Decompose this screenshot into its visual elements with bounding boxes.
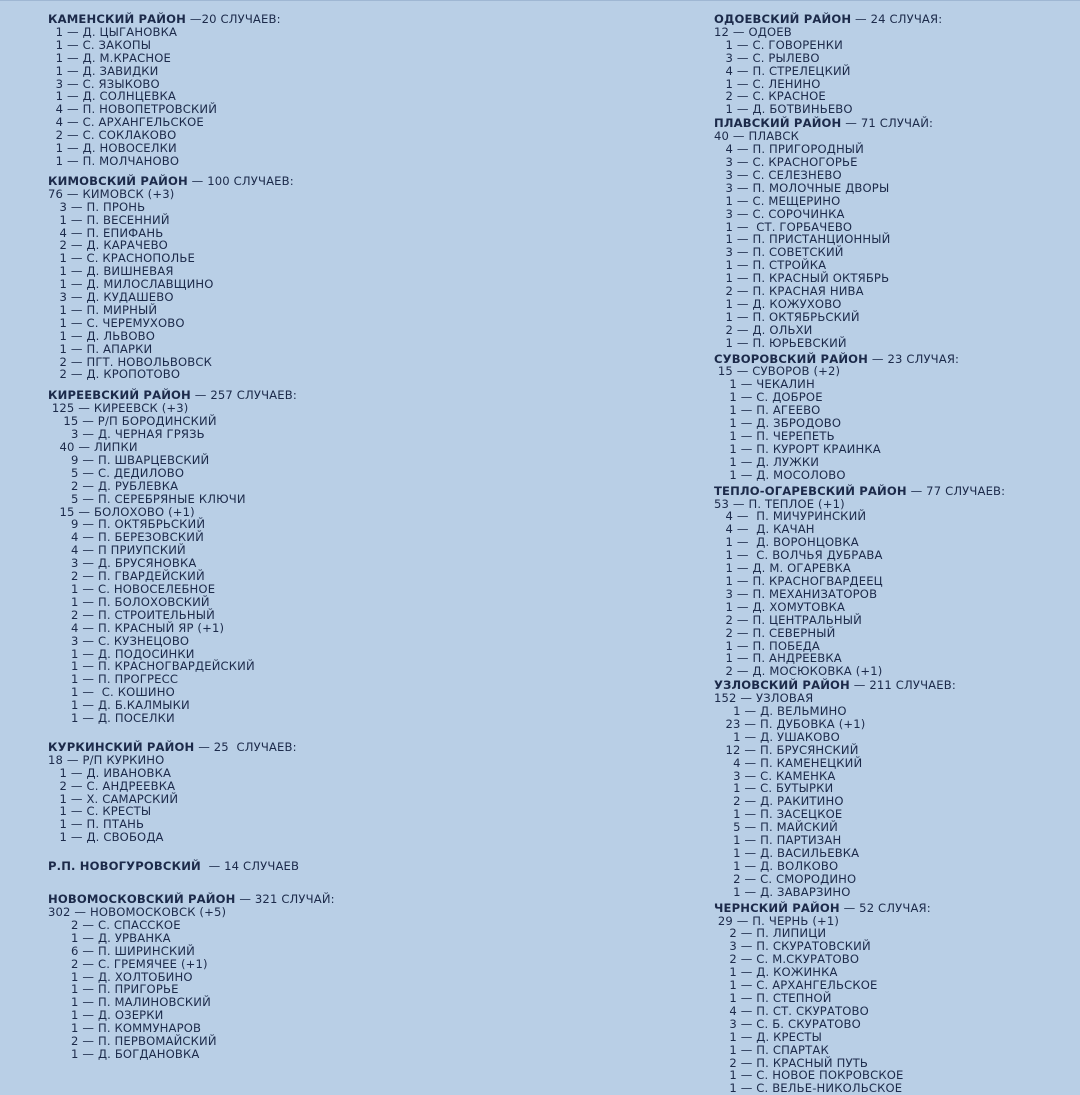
locality-row: 1 — Д. УРВАНКА	[48, 930, 171, 945]
locality-row: 1 — С. КРЕСТЫ	[48, 804, 152, 819]
district-title	[48, 741, 568, 754]
locality-row: 1 — П. ОКТЯБРЬСКИЙ	[714, 309, 860, 324]
district-name: ТЕПЛО-ОГАРЕВСКИЙ РАЙОН	[714, 483, 907, 498]
district-block	[48, 389, 568, 725]
locality-row: 1 — П. КУРОРТ КРАИНКА	[714, 441, 881, 456]
district-block	[48, 741, 568, 844]
locality-row: 2 — ПГТ. НОВОЛЬВОВСК	[48, 354, 213, 369]
district-name: ОДОЕВСКИЙ РАЙОН	[714, 12, 852, 26]
locality-row: 1 — П. ПРИСТАНЦИОННЫЙ	[714, 232, 891, 247]
locality-row: 4 — П. СТ. СКУРАТОВО	[714, 1003, 869, 1018]
locality-row: 1 — П. МИРНЫЙ	[48, 302, 158, 317]
locality-row: 1 — С. ЛЕНИНО	[714, 76, 821, 91]
locality-row: 2 — П. СТРОИТЕЛЬНЫЙ	[48, 607, 215, 622]
locality-row: 4 — П. ПРИГОРОДНЫЙ	[714, 142, 865, 157]
locality-row: 76 — КИМОВСК (+3)	[48, 186, 175, 201]
district-name: НОВОМОСКОВСКИЙ РАЙОН	[48, 892, 236, 907]
district-name: КАМЕНСКИЙ РАЙОН	[48, 12, 187, 26]
district-name: КУРКИНСКИЙ РАЙОН	[48, 739, 195, 754]
locality-row: 1 — Д. ИВАНОВКА	[48, 765, 172, 780]
locality-row: 3 — П. МОЛОЧНЫЕ ДВОРЫ	[714, 180, 890, 195]
locality-row: 3 — П. СОВЕТСКИЙ	[714, 245, 844, 260]
locality-row: 2 — Д. ОЛЬХИ	[714, 322, 813, 337]
locality-row: 2 — П. ПЕРВОМАЙСКИЙ	[48, 1034, 217, 1049]
district-block	[714, 13, 1074, 116]
locality-row: 1 — Д. М. ОГАРЕВКА	[714, 561, 851, 576]
locality-row: 4 — П. КАМЕНЕЦКИЙ	[714, 755, 863, 770]
locality-row: 40 — ПЛАВСК	[714, 129, 800, 144]
district-name: ПЛАВСКИЙ РАЙОН	[714, 116, 842, 131]
locality-row: 5 — С. ДЕДИЛОВО	[48, 465, 185, 480]
locality-row: 3 — С. КАМЕНКА	[714, 768, 836, 783]
locality-row: 1 — П. СТРОЙКА	[714, 258, 827, 273]
locality-row: 1 — Д. КРЕСТЫ	[714, 1029, 823, 1044]
locality-row: 4 — П. КРАСНЫЙ ЯР (+1)	[48, 620, 225, 635]
locality-row: 2 — С. АНДРЕЕВКА	[48, 778, 176, 793]
district-block	[48, 175, 568, 382]
locality-row: 29 — П. ЧЕРНЬ (+1)	[714, 913, 840, 928]
locality-row: 2 — П. ГВАРДЕЙСКИЙ	[48, 569, 205, 584]
locality-row: 4 — П. БЕРЕЗОВСКИЙ	[48, 530, 204, 545]
district-block	[48, 893, 568, 1061]
locality-row: 3 — С. ЯЗЫКОВО	[48, 76, 160, 91]
locality-row: 1 — С. ВОЛЧЬЯ ДУБРАВА	[714, 548, 883, 563]
locality-row: 1 — Д. ХОЛТОБИНО	[48, 969, 193, 984]
locality-row: 9 — П. ОКТЯБРЬСКИЙ	[48, 517, 206, 532]
locality-row: 1 — Д. ПОДОСИНКИ	[48, 646, 195, 661]
locality-row: 3 — Д. БРУСЯНОВКА	[48, 556, 197, 571]
locality-row: 1 — Д. ВЕЛЬМИНО	[714, 704, 847, 719]
locality-row: 4 — П. СТРЕЛЕЦКИЙ	[714, 63, 851, 78]
district-block	[48, 860, 568, 873]
district-name: КИМОВСКИЙ РАЙОН	[48, 173, 188, 188]
locality-row: 1 — П. ЧЕРЕПЕТЬ	[714, 429, 835, 443]
district-case-count: — 257 СЛУЧАЕВ:	[190, 388, 297, 403]
locality-row: 6 — П. ШИРИНСКИЙ	[48, 943, 195, 958]
district-case-count: — 25 СЛУЧАЕВ:	[194, 739, 297, 754]
locality-row: 1 — Д. ЗАВИДКИ	[48, 63, 159, 78]
locality-row: 53 — П. ТЕПЛОЕ (+1)	[714, 496, 845, 511]
district-title	[48, 175, 568, 188]
locality-row: 12 — ОДОЕВ	[714, 24, 792, 39]
district-case-count: — 24 СЛУЧАЯ:	[851, 12, 943, 26]
locality-row: 4 — П. ЕПИФАНЬ	[48, 225, 164, 240]
locality-row: 1 — Д. КОЖУХОВО	[714, 296, 842, 311]
locality-row: 1 — П. ПОБЕДА	[714, 638, 820, 653]
locality-row: 1 — П. МОЛЧАНОВО	[48, 153, 180, 168]
locality-row: 1 — Д. ОЗЕРКИ	[48, 1008, 164, 1023]
locality-row: 1 — Д. ВАСИЛЬЕВКА	[714, 846, 860, 860]
locality-row: 15 — СУВОРОВ (+2)	[714, 364, 841, 379]
locality-row: 2 — Д. РУБЛЕВКА	[48, 478, 179, 493]
locality-row: 1 — П. ПРОГРЕСС	[48, 672, 179, 687]
locality-row: 1 — Д. НОВОСЕЛКИ	[48, 141, 177, 156]
locality-row: 1 — С. ВЕЛЬЕ-НИКОЛЬСКОЕ	[714, 1081, 903, 1095]
district-case-count: — 71 СЛУЧАЙ:	[841, 116, 934, 131]
locality-row: 2 — П. ЦЕНТРАЛЬНЫЙ	[714, 612, 862, 627]
locality-row: 2 — С. СМОРОДИНО	[714, 871, 857, 886]
locality-row: 1 — Д. ПОСЕЛКИ	[48, 711, 175, 726]
district-block	[714, 679, 1074, 898]
locality-row: 1 — С. ЗАКОПЫ	[48, 37, 152, 52]
locality-row: 1 — Д. ВОЛКОВО	[714, 858, 839, 873]
locality-row: 3 — С. Б. СКУРАТОВО	[714, 1016, 861, 1031]
locality-row: 1 — Д. ЗАВАРЗИНО	[714, 884, 851, 899]
locality-row: 1 — С. МЕЩЕРИНО	[714, 193, 841, 208]
locality-row: 3 — П. ПРОНЬ	[48, 199, 146, 214]
locality-row: 1 — Д. СОЛНЦЕВКА	[48, 89, 176, 104]
locality-row: 2 — Д. КАРАЧЕВО	[48, 238, 168, 253]
locality-row: 1 — Д. ЦЫГАНОВКА	[48, 24, 178, 39]
locality-row: 3 — С. СОРОЧИНКА	[714, 206, 845, 221]
locality-row: 2 — Д. РАКИТИНО	[714, 794, 844, 809]
district-name: УЗЛОВСКИЙ РАЙОН	[714, 678, 850, 693]
locality-row: 2 — П. КРАСНЫЙ ПУТЬ	[714, 1055, 868, 1070]
locality-row: 1 — ЧЕКАЛИН	[714, 377, 815, 392]
locality-row: 1 — П. ВЕСЕННИЙ	[48, 212, 170, 227]
locality-row: 4 — Д. КАЧАН	[714, 522, 815, 537]
locality-row: 3 — П. СКУРАТОВСКИЙ	[714, 939, 871, 954]
district-case-count: — 100 СЛУЧАЕВ:	[187, 173, 294, 188]
locality-row: 152 — УЗЛОВАЯ	[714, 691, 814, 706]
locality-row: 1 — П. ПАРТИЗАН	[714, 833, 842, 848]
locality-row: 1 — Д. ВОРОНЦОВКА	[714, 535, 859, 550]
locality-row: 9 — П. ШВАРЦЕВСКИЙ	[48, 452, 210, 467]
locality-row: 2 — С. КРАСНОЕ	[714, 89, 826, 104]
locality-row: 1 — П. КОММУНАРОВ	[48, 1021, 202, 1036]
locality-row: 1 — С. ДОБРОЕ	[714, 390, 823, 405]
locality-row: 3 — С. СЕЛЕЗНЕВО	[714, 167, 842, 182]
locality-row: 1 — Д. М.КРАСНОЕ	[48, 50, 171, 65]
district-name: СУВОРОВСКИЙ РАЙОН	[714, 351, 869, 366]
district-title	[714, 902, 1074, 915]
locality-row: 3 — Д. ЧЕРНАЯ ГРЯЗЬ	[48, 427, 205, 442]
locality-row: 2 — П. СЕВЕРНЫЙ	[714, 625, 836, 640]
locality-row: 12 — П. БРУСЯНСКИЙ	[714, 742, 859, 757]
locality-row: 1 — С. КОШИНО	[48, 685, 175, 700]
locality-row: 15 — Р/П БОРОДИНСКИЙ	[48, 414, 217, 429]
locality-row: 2 — П. КРАСНАЯ НИВА	[714, 284, 864, 299]
locality-row: 2 — С. ГРЕМЯЧЕЕ (+1)	[48, 956, 208, 971]
locality-row: 1 — Д. МИЛОСЛАВЩИНО	[48, 277, 214, 292]
locality-row: 1 — П. КРАСНОГВАРДЕЙСКИЙ	[48, 659, 255, 674]
locality-row: 1 — П. ПРИГОРЬЕ	[48, 982, 179, 997]
locality-row: 2 — С. СОКЛАКОВО	[48, 128, 177, 143]
locality-row: 5 — П. СЕРЕБРЯНЫЕ КЛЮЧИ	[48, 491, 246, 506]
locality-row: 1 — П. АНДРЕЕВКА	[714, 651, 842, 666]
locality-row: 15 — БОЛОХОВО (+1)	[48, 504, 195, 519]
locality-row: 302 — НОВОМОСКОВСК (+5)	[48, 905, 227, 919]
district-name: КИРЕЕВСКИЙ РАЙОН	[48, 388, 191, 403]
locality-row: 1 — Д. ЛУЖКИ	[714, 454, 820, 469]
locality-row: 4 — П ПРИУПСКИЙ	[48, 543, 186, 558]
locality-row: 1 — С. АРХАНГЕЛЬСКОЕ	[714, 978, 878, 993]
district-block	[714, 902, 1074, 1095]
locality-row: 1 — С. НОВОЕ ПОКРОВСКОЕ	[714, 1068, 904, 1083]
locality-row: 3 — Д. КУДАШЕВО	[48, 290, 174, 305]
locality-row: 1 — Д. ЗБРОДОВО	[714, 416, 842, 431]
locality-row: 1 — С. НОВОСЕЛЕБНОЕ	[48, 581, 216, 596]
locality-row: 18 — Р/П КУРКИНО	[48, 752, 165, 767]
locality-row: 1 — Д. КОЖИНКА	[714, 965, 838, 980]
locality-row: 4 — П. НОВОПЕТРОВСКИЙ	[48, 102, 218, 117]
locality-row: 2 — П. ЛИПИЦИ	[714, 926, 827, 941]
district-block	[714, 117, 1074, 349]
locality-row: 2 — Д. МОСЮКОВКА (+1)	[714, 664, 883, 679]
locality-row: 3 — С. КРАСНОГОРЬЕ	[714, 154, 858, 169]
locality-row: 1 — Д. УШАКОВО	[714, 729, 840, 744]
locality-row: 1 — П. ПТАНЬ	[48, 817, 145, 832]
district-block	[714, 485, 1074, 679]
locality-row: 125 — КИРЕЕВСК (+3)	[48, 401, 189, 416]
district-title	[48, 860, 568, 873]
locality-row: 1 — П. СПАРТАК	[714, 1042, 829, 1057]
district-title	[714, 13, 1074, 26]
locality-row: 1 — П. МАЛИНОВСКИЙ	[48, 995, 211, 1010]
locality-row: 3 — С. РЫЛЕВО	[714, 50, 820, 65]
locality-row: 1 — П. ЮРЬЕВСКИЙ	[714, 335, 847, 350]
district-name: Р.П. НОВОГУРОВСКИЙ	[48, 859, 201, 874]
district-case-count: — 52 СЛУЧАЯ:	[839, 900, 931, 915]
district-case-count: — 321 СЛУЧАЙ:	[235, 892, 335, 907]
locality-row: 1 — С. КРАСНОПОЛЬЕ	[48, 251, 195, 266]
district-case-count: — 23 СЛУЧАЯ:	[868, 351, 960, 366]
locality-row: 40 — ЛИПКИ	[48, 440, 138, 454]
locality-row: 1 — П. КРАСНЫЙ ОКТЯБРЬ	[714, 271, 890, 286]
locality-row: 1 — Д. ХОМУТОВКА	[714, 599, 846, 614]
locality-row: 1 — П. СТЕПНОЙ	[714, 990, 832, 1005]
locality-row: 1 — Д. Б.КАЛМЫКИ	[48, 698, 190, 713]
district-title	[48, 13, 568, 26]
locality-row: 1 — С. БУТЫРКИ	[714, 781, 834, 796]
district-name: ЧЕРНСКИЙ РАЙОН	[714, 900, 840, 915]
locality-row: 2 — С. М.СКУРАТОВО	[714, 952, 860, 967]
district-block	[48, 13, 568, 168]
locality-row: 1 — С. ЧЕРЕМУХОВО	[48, 315, 185, 330]
locality-row: 1 — П. АГЕЕВО	[714, 403, 821, 418]
locality-row: 23 — П. ДУБОВКА (+1)	[714, 716, 866, 731]
locality-row: 3 — П. МЕХАНИЗАТОРОВ	[714, 586, 878, 601]
district-title	[714, 485, 1074, 498]
district-case-count: — 14 СЛУЧАЕВ	[200, 859, 300, 874]
locality-row: 1 — Д. ВИШНЕВАЯ	[48, 264, 174, 279]
locality-row: 4 — С. АРХАНГЕЛЬСКОЕ	[48, 115, 204, 130]
locality-row: 5 — П. МАЙСКИЙ	[714, 820, 838, 835]
locality-row: 1 — П. БОЛОХОВСКИЙ	[48, 594, 210, 609]
district-case-count: —20 СЛУЧАЕВ:	[186, 12, 281, 26]
locality-row: 1 — Д. ЛЬВОВО	[48, 328, 156, 343]
locality-row: 2 — Д. КРОПОТОВО	[48, 367, 181, 382]
locality-row: 1 — Д. МОСОЛОВО	[714, 467, 846, 482]
district-case-count: — 211 СЛУЧАЕВ:	[849, 678, 956, 693]
locality-row: 1 — П. КРАСНОГВАРДЕЕЦ	[714, 573, 883, 588]
locality-row: 3 — С. КУЗНЕЦОВО	[48, 633, 190, 648]
left-column	[48, 13, 568, 1061]
right-column	[714, 13, 1074, 1095]
locality-row: 1 — СТ. ГОРБАЧЕВО	[714, 219, 853, 234]
district-case-count: — 77 СЛУЧАЕВ:	[906, 483, 1006, 498]
locality-row: 1 — Д. БОГДАНОВКА	[48, 1046, 200, 1061]
locality-row: 1 — П. АПАРКИ	[48, 341, 153, 356]
locality-row: 1 — Д. СВОБОДА	[48, 830, 164, 845]
locality-row: 1 — С. ГОВОРЕНКИ	[714, 37, 843, 52]
locality-row: 1 — П. ЗАСЕЦКОЕ	[714, 807, 843, 822]
locality-row: 1 — Х. САМАРСКИЙ	[48, 791, 179, 806]
district-block	[714, 353, 1074, 482]
locality-row: 2 — С. СПАССКОЕ	[48, 917, 181, 932]
locality-row: 4 — П. МИЧУРИНСКИЙ	[714, 509, 867, 524]
locality-row: 1 — Д. БОТВИНЬЕВО	[714, 102, 853, 117]
